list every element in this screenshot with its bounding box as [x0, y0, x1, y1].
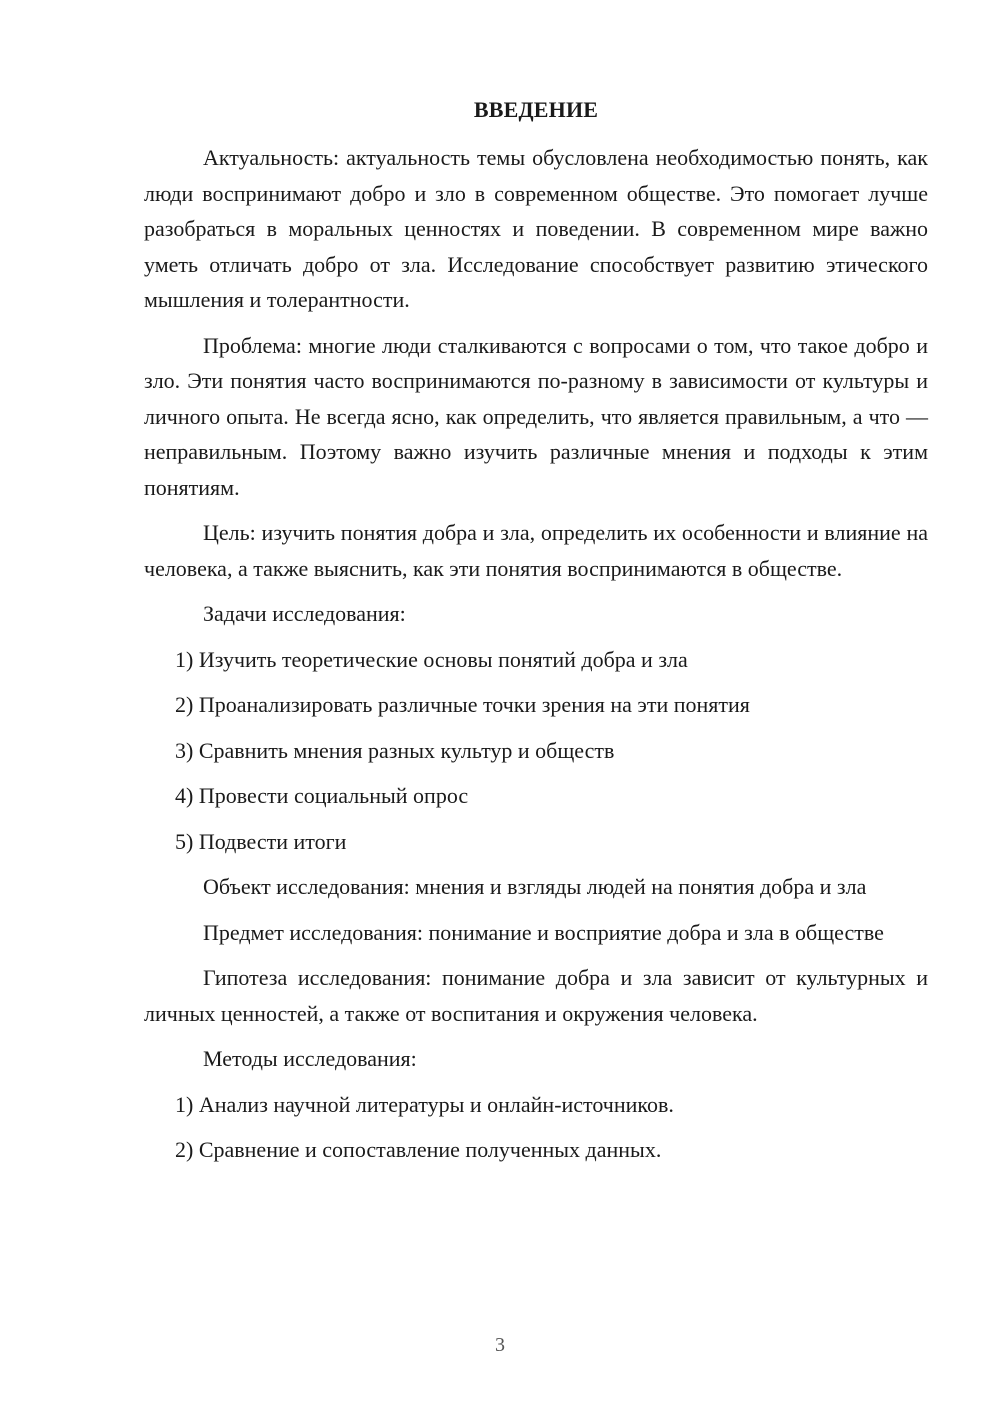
methods-heading: Методы исследования: [203, 1046, 417, 1071]
hypothesis-paragraph: Гипотеза исследования: понимание добра и зла зависит от культурных и личных ценностей, а также от воспитания и окружения человека. [144, 965, 928, 1026]
method-item: 1) Анализ научной литературы и онлайн-источников. [175, 1091, 674, 1117]
page-number: 3 [495, 1334, 505, 1356]
subject-paragraph: Предмет исследования: понимание и восприятие добра и зла в обществе [203, 919, 884, 945]
task-item: 3) Сравнить мнения разных культур и обществ [175, 737, 615, 763]
document-page [144, 92, 928, 1178]
method-item: 2) Сравнение и сопоставление полученных данных. [175, 1137, 662, 1162]
object-paragraph: Объект исследования: мнения и взгляды людей на понятия добра и зла [203, 874, 867, 899]
problem-paragraph: Проблема: многие люди сталкиваются с вопросами о том, что такое добро и зло. Эти понятия часто воспринимаются по-разному в зависимости от культуры и личного опыта. Не всегда ясно, как определить, что является правильным, а что — неправильным. Поэтому важно изучить различные мнения и подходы к этим понятиям. [144, 332, 928, 500]
task-item: 5) Подвести итоги [175, 828, 347, 854]
task-item: 1) Изучить теоретические основы понятий добра и зла [175, 646, 688, 672]
tasks-heading: Задачи исследования: [203, 601, 406, 626]
task-item: 4) Провести социальный опрос [175, 783, 469, 808]
goal-paragraph: Цель: изучить понятия добра и зла, определить их особенности и влияние на человека, а также выяснить, как эти понятия воспринимаются в обществе. [144, 520, 928, 581]
relevance-paragraph: Актуальность: актуальность темы обусловлена необходимостью понять, как люди воспринимают добро и зло в современном обществе. Это помогает лучше разобраться в моральных ценностях и поведении. В современном мире важно уметь отличать добро от зла. Исследование способствует развитию этического мышления и толерантности. [144, 145, 928, 312]
page-title: ВВЕДЕНИЕ [473, 97, 599, 122]
task-item: 2) Проанализировать различные точки зрения на эти понятия [175, 692, 750, 717]
